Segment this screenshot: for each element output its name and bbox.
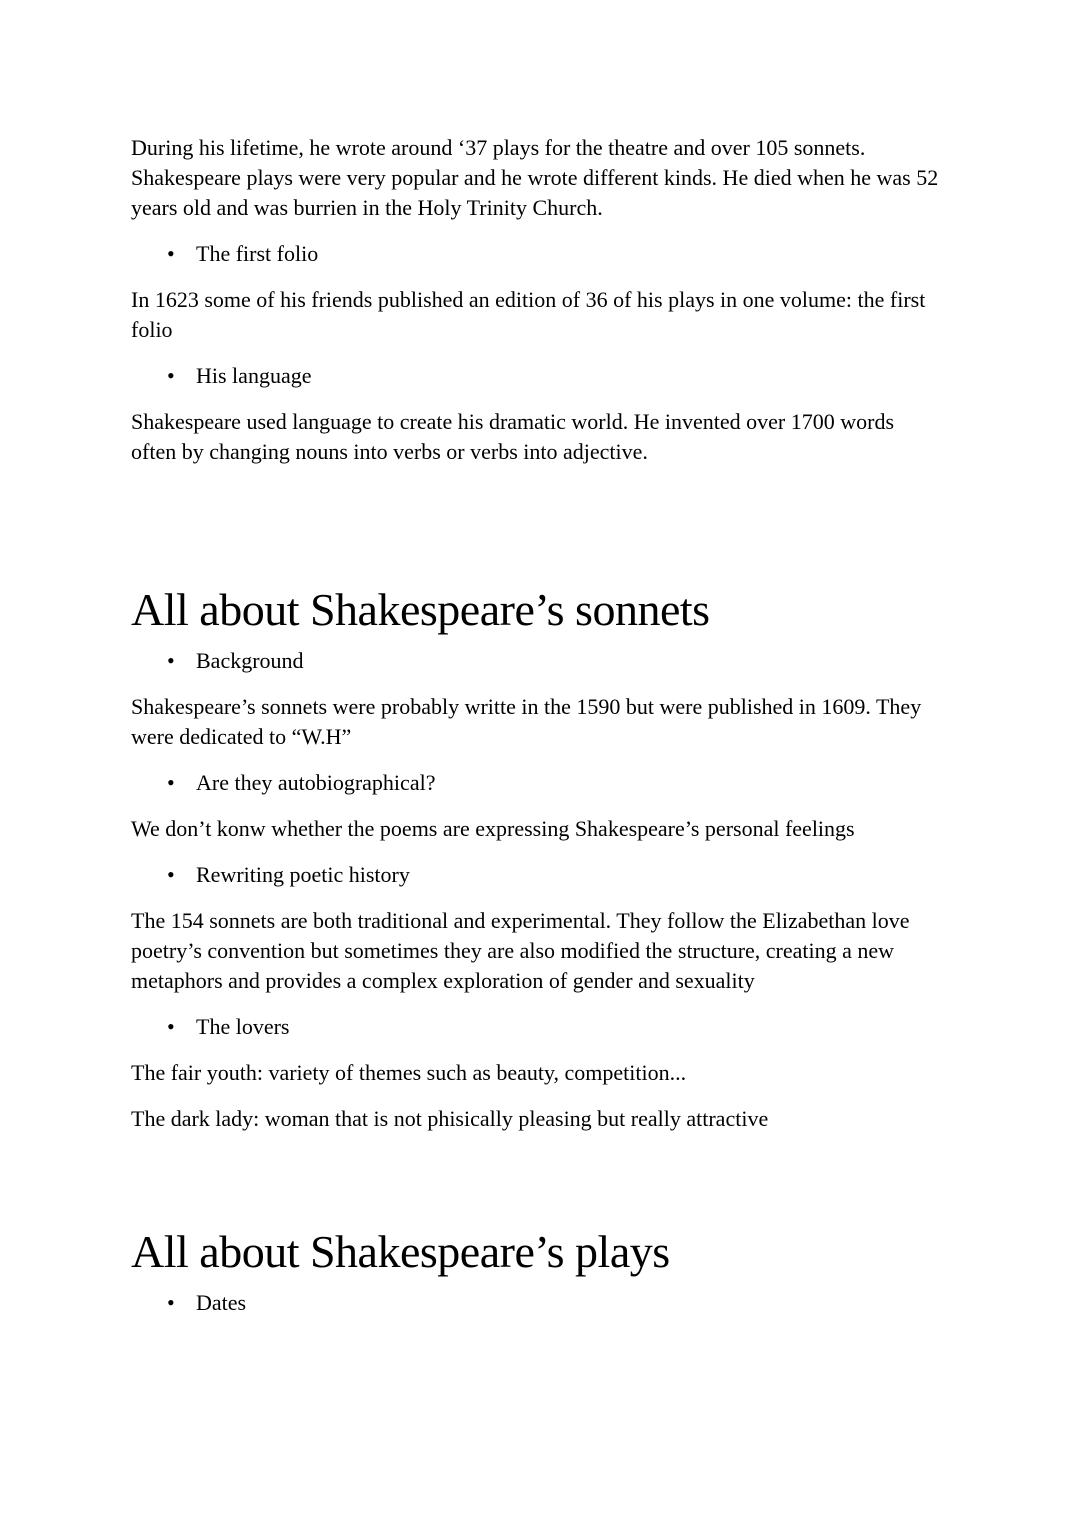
- bullet-item: [131, 860, 941, 890]
- paragraph: In 1623 some of his friends published an edition of 36 of his plays in one volume: the first folio: [131, 287, 926, 342]
- paragraph: The 154 sonnets are both traditional and experimental. They follow the Elizabethan love poetry’s convention but sometimes they are also modified the structure, creating a new metaphors and provides a complex exploration of gender and sexuality: [131, 908, 910, 993]
- bullet-item: [131, 361, 941, 391]
- paragraph: Shakespeare’s sonnets were probably writte in the 1590 but were published in 1609. They were dedicated to “W.H”: [131, 694, 922, 749]
- bullet-item: [131, 646, 941, 676]
- bullet-item: [131, 1288, 941, 1318]
- bullet-icon: •: [167, 770, 175, 795]
- bullet-icon: •: [167, 363, 175, 388]
- paragraph: Shakespeare used language to create his dramatic world. He invented over 1700 words often by changing nouns into verbs or verbs into adjective.: [131, 409, 895, 464]
- paragraph: We don’t konw whether the poems are expressing Shakespeare’s personal feelings: [131, 816, 855, 841]
- bullet-icon: •: [167, 1290, 175, 1315]
- bullet-item-label: The first folio: [196, 241, 319, 266]
- section-heading-sonnets: All about Shakespeare’s sonnets: [131, 584, 710, 635]
- bullet-item-label: Are they autobiographical?: [196, 770, 436, 795]
- bullet-item: [131, 768, 941, 798]
- bullet-icon: •: [167, 1014, 175, 1039]
- paragraph: The dark lady: woman that is not phisically pleasing but really attractive: [131, 1106, 769, 1131]
- bullet-item-label: The lovers: [196, 1014, 290, 1039]
- document-body: [131, 133, 941, 1318]
- bullet-icon: •: [167, 648, 175, 673]
- bullet-item-label: Dates: [196, 1290, 247, 1315]
- paragraph: The fair youth: variety of themes such as beauty, competition...: [131, 1060, 687, 1085]
- bullet-item-label: Rewriting poetic history: [196, 862, 410, 887]
- bullet-item-label: Background: [196, 648, 304, 673]
- paragraph: During his lifetime, he wrote around ‘37 plays for the theatre and over 105 sonnets. Shakespeare plays were very popular and he wrote different kinds. He died when he was 52 years old and was burrien in the Holy Trinity Church.: [131, 135, 939, 220]
- bullet-item-label: His language: [196, 363, 312, 388]
- bullet-icon: •: [167, 241, 175, 266]
- bullet-item: [131, 1012, 941, 1042]
- section-heading-plays: All about Shakespeare’s plays: [131, 1226, 670, 1277]
- bullet-item: [131, 239, 941, 269]
- bullet-icon: •: [167, 862, 175, 887]
